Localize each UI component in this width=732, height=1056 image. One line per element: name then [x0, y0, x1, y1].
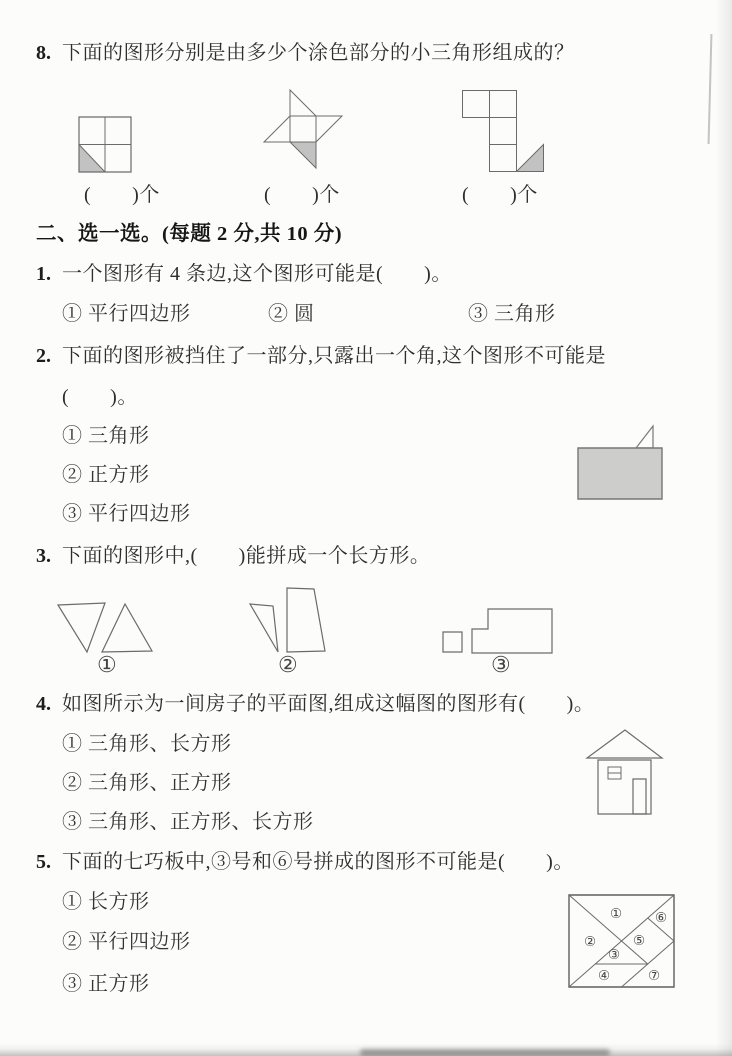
shaded-triangle [517, 145, 544, 172]
square-top-left [463, 91, 490, 118]
q4-figure-house [581, 726, 667, 818]
question-1-text: 一个图形有 4 条边,这个图形可能是( )。 [62, 263, 452, 285]
pinwheel-right-triangle [316, 116, 342, 142]
q2-option-2: ② 正方形 [62, 464, 150, 486]
q2-figure-hidden-shape [573, 423, 668, 503]
q8-answer-blank-3: ( )个 [462, 184, 538, 206]
q8-figure-grid-square [77, 115, 135, 177]
q4-option-2: ② 三角形、正方形 [62, 772, 232, 794]
tangram-piece-5-label: ⑤ [632, 933, 646, 949]
question-8-text: 下面的图形分别是由多少个涂色部分的小三角形组成的？ [62, 42, 575, 64]
pinwheel-center-square [290, 116, 316, 142]
question-5-text: 下面的七巧板中,③号和⑥号拼成的图形不可能是( )。 [62, 851, 574, 873]
q5-figure-tangram [566, 892, 679, 992]
question-3-text: 下面的图形中,( )能拼成一个长方形。 [62, 545, 431, 567]
q3-figure-1-two-triangles [54, 594, 156, 658]
q3-figure-3-label: ③ [491, 652, 511, 677]
question-8-line [36, 40, 575, 66]
door-rectangle [633, 779, 646, 814]
question-3-line [36, 543, 430, 569]
house-body-square [598, 760, 651, 814]
tangram-piece-7-label: ⑦ [647, 968, 661, 984]
question-1-number: 1. [36, 263, 51, 285]
question-5-number: 5. [36, 851, 51, 873]
peeking-corner-triangle [636, 426, 653, 448]
question-1-line [36, 261, 452, 287]
question-5-line [36, 849, 574, 875]
small-right-triangle [250, 604, 278, 652]
square-middle [490, 118, 517, 145]
q2-option-3: ③ 平行四边形 [62, 503, 191, 525]
question-3-number: 3. [36, 545, 51, 567]
section-2-header: 二、选一选。(每题 2 分,共 10 分) [36, 223, 343, 245]
q5-option-3: ③ 正方形 [62, 973, 150, 995]
question-4-number: 4. [36, 693, 51, 715]
q1-option-3: ③ 三角形 [468, 303, 556, 325]
tangram-piece-6-label: ⑥ [654, 910, 668, 926]
tangram-piece-4-label: ④ [597, 968, 611, 984]
q3-figure-2-label: ② [278, 652, 298, 677]
question-2-number: 2. [36, 345, 51, 367]
gray-cover-rectangle [578, 448, 662, 499]
pinwheel-shaded-bottom-triangle [290, 142, 316, 168]
q1-option-2: ② 圆 [268, 303, 315, 325]
triangle-point-down [58, 603, 105, 652]
tangram-piece-3-label: ③ [607, 947, 621, 963]
pinwheel-top-triangle [290, 90, 316, 116]
triangle-point-up [102, 604, 152, 652]
q3-figure-3-square-lshape [438, 603, 558, 657]
q1-option-1: ① 平行四边形 [62, 303, 191, 325]
q4-option-3: ③ 三角形、正方形、长方形 [62, 811, 314, 833]
q8-figure-zigzag-squares [461, 89, 546, 175]
pinwheel-left-triangle [264, 116, 290, 142]
q8-answer-blank-2: ( )个 [264, 184, 340, 206]
q3-figure-1-label: ① [97, 652, 117, 677]
square-top-right [490, 91, 517, 118]
question-4-line [36, 691, 594, 717]
tangram-piece-2-label: ② [583, 934, 597, 950]
small-square [443, 632, 462, 652]
tangram-piece-1-label: ① [609, 906, 623, 922]
question-2-line2: ( )。 [62, 386, 138, 408]
shaded-triangle [79, 145, 105, 173]
question-8-number: 8. [36, 42, 51, 64]
scan-right-edge-shadow [716, 0, 732, 1056]
q4-option-1: ① 三角形、长方形 [62, 733, 232, 755]
scan-bottom-smudge [360, 1049, 610, 1056]
roof-triangle [587, 730, 662, 758]
q5-option-1: ① 长方形 [62, 891, 150, 913]
l-step-shape [472, 609, 552, 653]
question-2-text: 下面的图形被挡住了一部分,只露出一个角,这个图形不可能是 [62, 345, 606, 367]
q8-figure-pinwheel [261, 87, 345, 171]
q2-option-1: ① 三角形 [62, 425, 150, 447]
q5-option-2: ② 平行四边形 [62, 931, 191, 953]
q3-figure-2-triangle-trapezoid [246, 583, 328, 657]
q8-answer-blank-1: ( )个 [84, 184, 160, 206]
tall-trapezoid [287, 588, 325, 652]
question-4-text: 如图所示为一间房子的平面图,组成这幅图的图形有( )。 [62, 693, 595, 715]
scan-page-edge-line [708, 34, 712, 144]
question-2-line1 [36, 343, 606, 369]
square-bottom [490, 145, 517, 172]
